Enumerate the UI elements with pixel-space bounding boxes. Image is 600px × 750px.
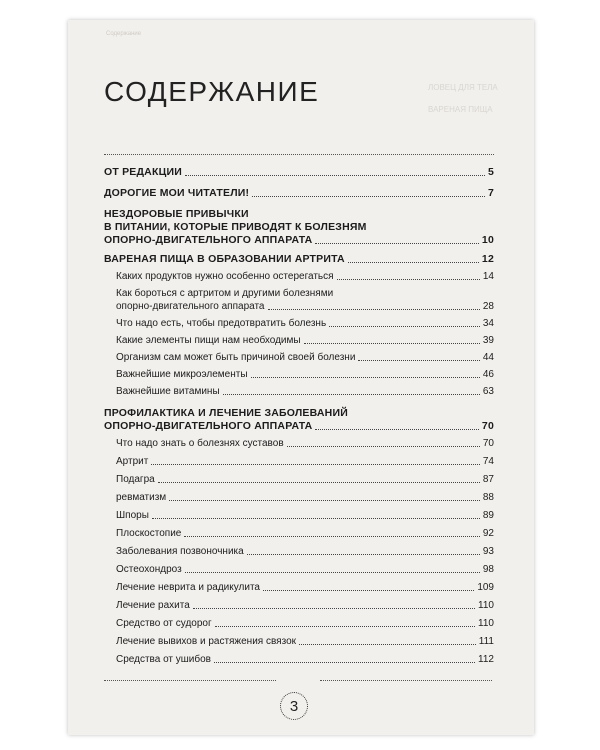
toc-entry-title: Что надо есть, чтобы предотвратить болезнь xyxy=(116,318,327,329)
toc-entry xyxy=(104,166,494,179)
toc-entry-title: ВАРЕНАЯ ПИЩА В ОБРАЗОВАНИИ АРТРИТА xyxy=(104,253,345,265)
toc-leader-dots xyxy=(263,590,474,591)
toc-page-number: 89 xyxy=(482,510,494,521)
toc-leader-dots xyxy=(158,482,480,483)
toc-entry-title: Артрит xyxy=(116,456,149,467)
toc-entry xyxy=(104,545,494,558)
toc-entry-title: Что надо знать о болезнях суставов xyxy=(116,438,284,449)
table-of-contents xyxy=(104,166,494,666)
toc-leader-dots xyxy=(214,662,475,663)
toc-page-number: 10 xyxy=(481,234,494,246)
toc-leader-dots xyxy=(315,243,478,244)
toc-entry xyxy=(104,287,494,313)
toc-entry xyxy=(104,208,494,247)
page-title: СОДЕРЖАНИЕ xyxy=(104,76,320,107)
toc-page-number: 110 xyxy=(478,600,494,611)
bottom-dotted-rule-left xyxy=(104,680,276,681)
toc-entry-row xyxy=(104,635,494,648)
toc-entry xyxy=(104,351,494,364)
toc-entry-title: Лечение вывихов и растяжения связок xyxy=(116,636,297,647)
toc-entry-title: Лечение рахита xyxy=(116,600,190,611)
toc-entry xyxy=(104,599,494,612)
toc-entry xyxy=(104,368,494,381)
toc-page-number: 74 xyxy=(482,456,494,467)
toc-page-number: 39 xyxy=(482,335,494,346)
toc-entry-title: Организм сам может быть причиной своей болезни xyxy=(116,352,356,363)
toc-entry-title: Какие элементы пищи нам необходимы xyxy=(116,335,301,346)
toc-page-number: 88 xyxy=(482,492,494,503)
toc-entry-title: Важнейшие витамины xyxy=(116,386,220,397)
toc-entry-row xyxy=(104,253,494,266)
toc-page-number: 110 xyxy=(478,618,494,629)
toc-entry xyxy=(104,581,494,594)
toc-leader-dots xyxy=(223,394,480,395)
toc-entry-row xyxy=(104,270,494,283)
toc-leader-dots xyxy=(287,446,480,447)
toc-entry-row xyxy=(104,599,494,612)
toc-entry-row xyxy=(104,545,494,558)
toc-entry-title: Средство от судорог xyxy=(116,618,212,629)
toc-entry xyxy=(104,617,494,630)
running-head: Содержание xyxy=(106,31,142,37)
toc-entry-row xyxy=(104,420,494,433)
toc-page-number: 70 xyxy=(481,420,494,432)
toc-leader-dots xyxy=(193,608,475,609)
toc-page-number: 92 xyxy=(482,528,494,539)
toc-leader-dots xyxy=(329,326,480,327)
toc-entry-row xyxy=(104,509,494,522)
toc-entry-title: опорно-двигательного аппарата xyxy=(116,301,265,312)
toc-page-number: 14 xyxy=(482,271,494,282)
toc-entry-title: ревматизм xyxy=(116,492,167,503)
toc-page-number: 93 xyxy=(482,546,494,557)
toc-entry xyxy=(104,473,494,486)
toc-page-number: 34 xyxy=(482,318,494,329)
toc-leader-dots xyxy=(185,572,480,573)
top-dotted-rule xyxy=(104,154,494,155)
toc-leader-dots xyxy=(247,554,480,555)
toc-entry xyxy=(104,653,494,666)
toc-entry xyxy=(104,334,494,347)
toc-entry xyxy=(104,407,494,433)
toc-leader-dots xyxy=(251,377,480,378)
toc-page-number: 98 xyxy=(482,564,494,575)
toc-page-number: 111 xyxy=(478,636,494,647)
toc-entry-title: ДОРОГИЕ МОИ ЧИТАТЕЛИ! xyxy=(104,187,250,199)
toc-entry-title: Плоскостопие xyxy=(116,528,182,539)
toc-entry-title: ОПОРНО-ДВИГАТЕЛЬНОГО АППАРАТА xyxy=(104,234,313,246)
toc-leader-dots xyxy=(315,429,478,430)
toc-entry xyxy=(104,253,494,266)
toc-entry-title: Заболевания позвоночника xyxy=(116,546,244,557)
bleed-through-line: ВАРЕНАЯ ПИЩА xyxy=(428,105,493,114)
toc-entry-row xyxy=(104,187,494,200)
toc-entry xyxy=(104,437,494,450)
toc-entry-title: ОТ РЕДАКЦИИ xyxy=(104,166,182,178)
toc-page-number: 12 xyxy=(481,253,494,265)
toc-entry-row xyxy=(104,351,494,364)
toc-entry-row xyxy=(104,166,494,179)
book-page xyxy=(68,20,534,735)
toc-page-number: 28 xyxy=(482,301,494,312)
toc-leader-dots xyxy=(358,360,479,361)
bottom-dotted-rule-right xyxy=(320,680,492,681)
toc-leader-dots xyxy=(299,644,476,645)
toc-entry xyxy=(104,385,494,398)
toc-page-number: 5 xyxy=(487,166,494,178)
toc-entry-title: Каких продуктов нужно особенно остерегаться xyxy=(116,271,334,282)
toc-leader-dots xyxy=(348,262,479,263)
toc-leader-dots xyxy=(184,536,480,537)
toc-entry-title: Шпоры xyxy=(116,510,149,521)
toc-entry xyxy=(104,509,494,522)
toc-entry xyxy=(104,563,494,576)
toc-entry-row xyxy=(104,563,494,576)
toc-leader-dots xyxy=(304,343,480,344)
toc-entry xyxy=(104,270,494,283)
toc-entry xyxy=(104,455,494,468)
toc-page-number: 87 xyxy=(482,474,494,485)
toc-entry xyxy=(104,635,494,648)
toc-page-number: 46 xyxy=(482,369,494,380)
toc-entry-title: ОПОРНО-ДВИГАТЕЛЬНОГО АППАРАТА xyxy=(104,420,313,432)
toc-leader-dots xyxy=(215,626,475,627)
toc-leader-dots xyxy=(252,196,485,197)
toc-entry-title-line: ПРОФИЛАКТИКА И ЛЕЧЕНИЕ ЗАБОЛЕВАНИЙ xyxy=(104,407,348,419)
toc-entry-title: Подагра xyxy=(116,474,155,485)
toc-leader-dots xyxy=(169,500,480,501)
toc-entry xyxy=(104,317,494,330)
toc-page-number: 70 xyxy=(482,438,494,449)
toc-entry-row xyxy=(104,653,494,666)
toc-page-number: 7 xyxy=(487,187,494,199)
toc-entry-row xyxy=(104,437,494,450)
toc-entry xyxy=(104,527,494,540)
toc-leader-dots xyxy=(268,309,480,310)
toc-entry-row xyxy=(104,491,494,504)
toc-entry-title-line: НЕЗДОРОВЫЕ ПРИВЫЧКИ xyxy=(104,208,249,220)
toc-entry-row xyxy=(104,527,494,540)
toc-entry xyxy=(104,187,494,200)
toc-entry xyxy=(104,491,494,504)
toc-page-number: 63 xyxy=(482,386,494,397)
toc-page-number: 44 xyxy=(482,352,494,363)
bleed-through-line: ЛОВЕЦ ДЛЯ ТЕЛА xyxy=(428,83,498,92)
toc-entry-row xyxy=(104,300,494,313)
toc-leader-dots xyxy=(151,464,480,465)
toc-page-number: 109 xyxy=(477,582,494,593)
toc-entry-title: Лечение неврита и радикулита xyxy=(116,582,260,593)
toc-entry-row xyxy=(104,234,494,247)
toc-page-number: 112 xyxy=(478,654,494,665)
toc-entry-title: Средства от ушибов xyxy=(116,654,211,665)
toc-entry-title: Остеохондроз xyxy=(116,564,182,575)
toc-leader-dots xyxy=(337,279,480,280)
toc-leader-dots xyxy=(185,175,485,176)
toc-entry-row xyxy=(104,317,494,330)
toc-entry-row xyxy=(104,455,494,468)
toc-entry-row xyxy=(104,385,494,398)
bleed-through-text xyxy=(428,82,520,116)
toc-entry-title-line: В ПИТАНИИ, КОТОРЫЕ ПРИВОДЯТ К БОЛЕЗНЯМ xyxy=(104,221,367,233)
toc-entry-title-line: Как бороться с артритом и другими болезнями xyxy=(116,288,334,299)
toc-entry-title: Важнейшие микроэлементы xyxy=(116,369,248,380)
toc-entry-row xyxy=(104,473,494,486)
page-number-badge: 3 xyxy=(280,692,308,720)
toc-entry-row xyxy=(104,368,494,381)
toc-entry-row xyxy=(104,581,494,594)
toc-entry-row xyxy=(104,334,494,347)
toc-entry-row xyxy=(104,617,494,630)
toc-leader-dots xyxy=(152,518,480,519)
